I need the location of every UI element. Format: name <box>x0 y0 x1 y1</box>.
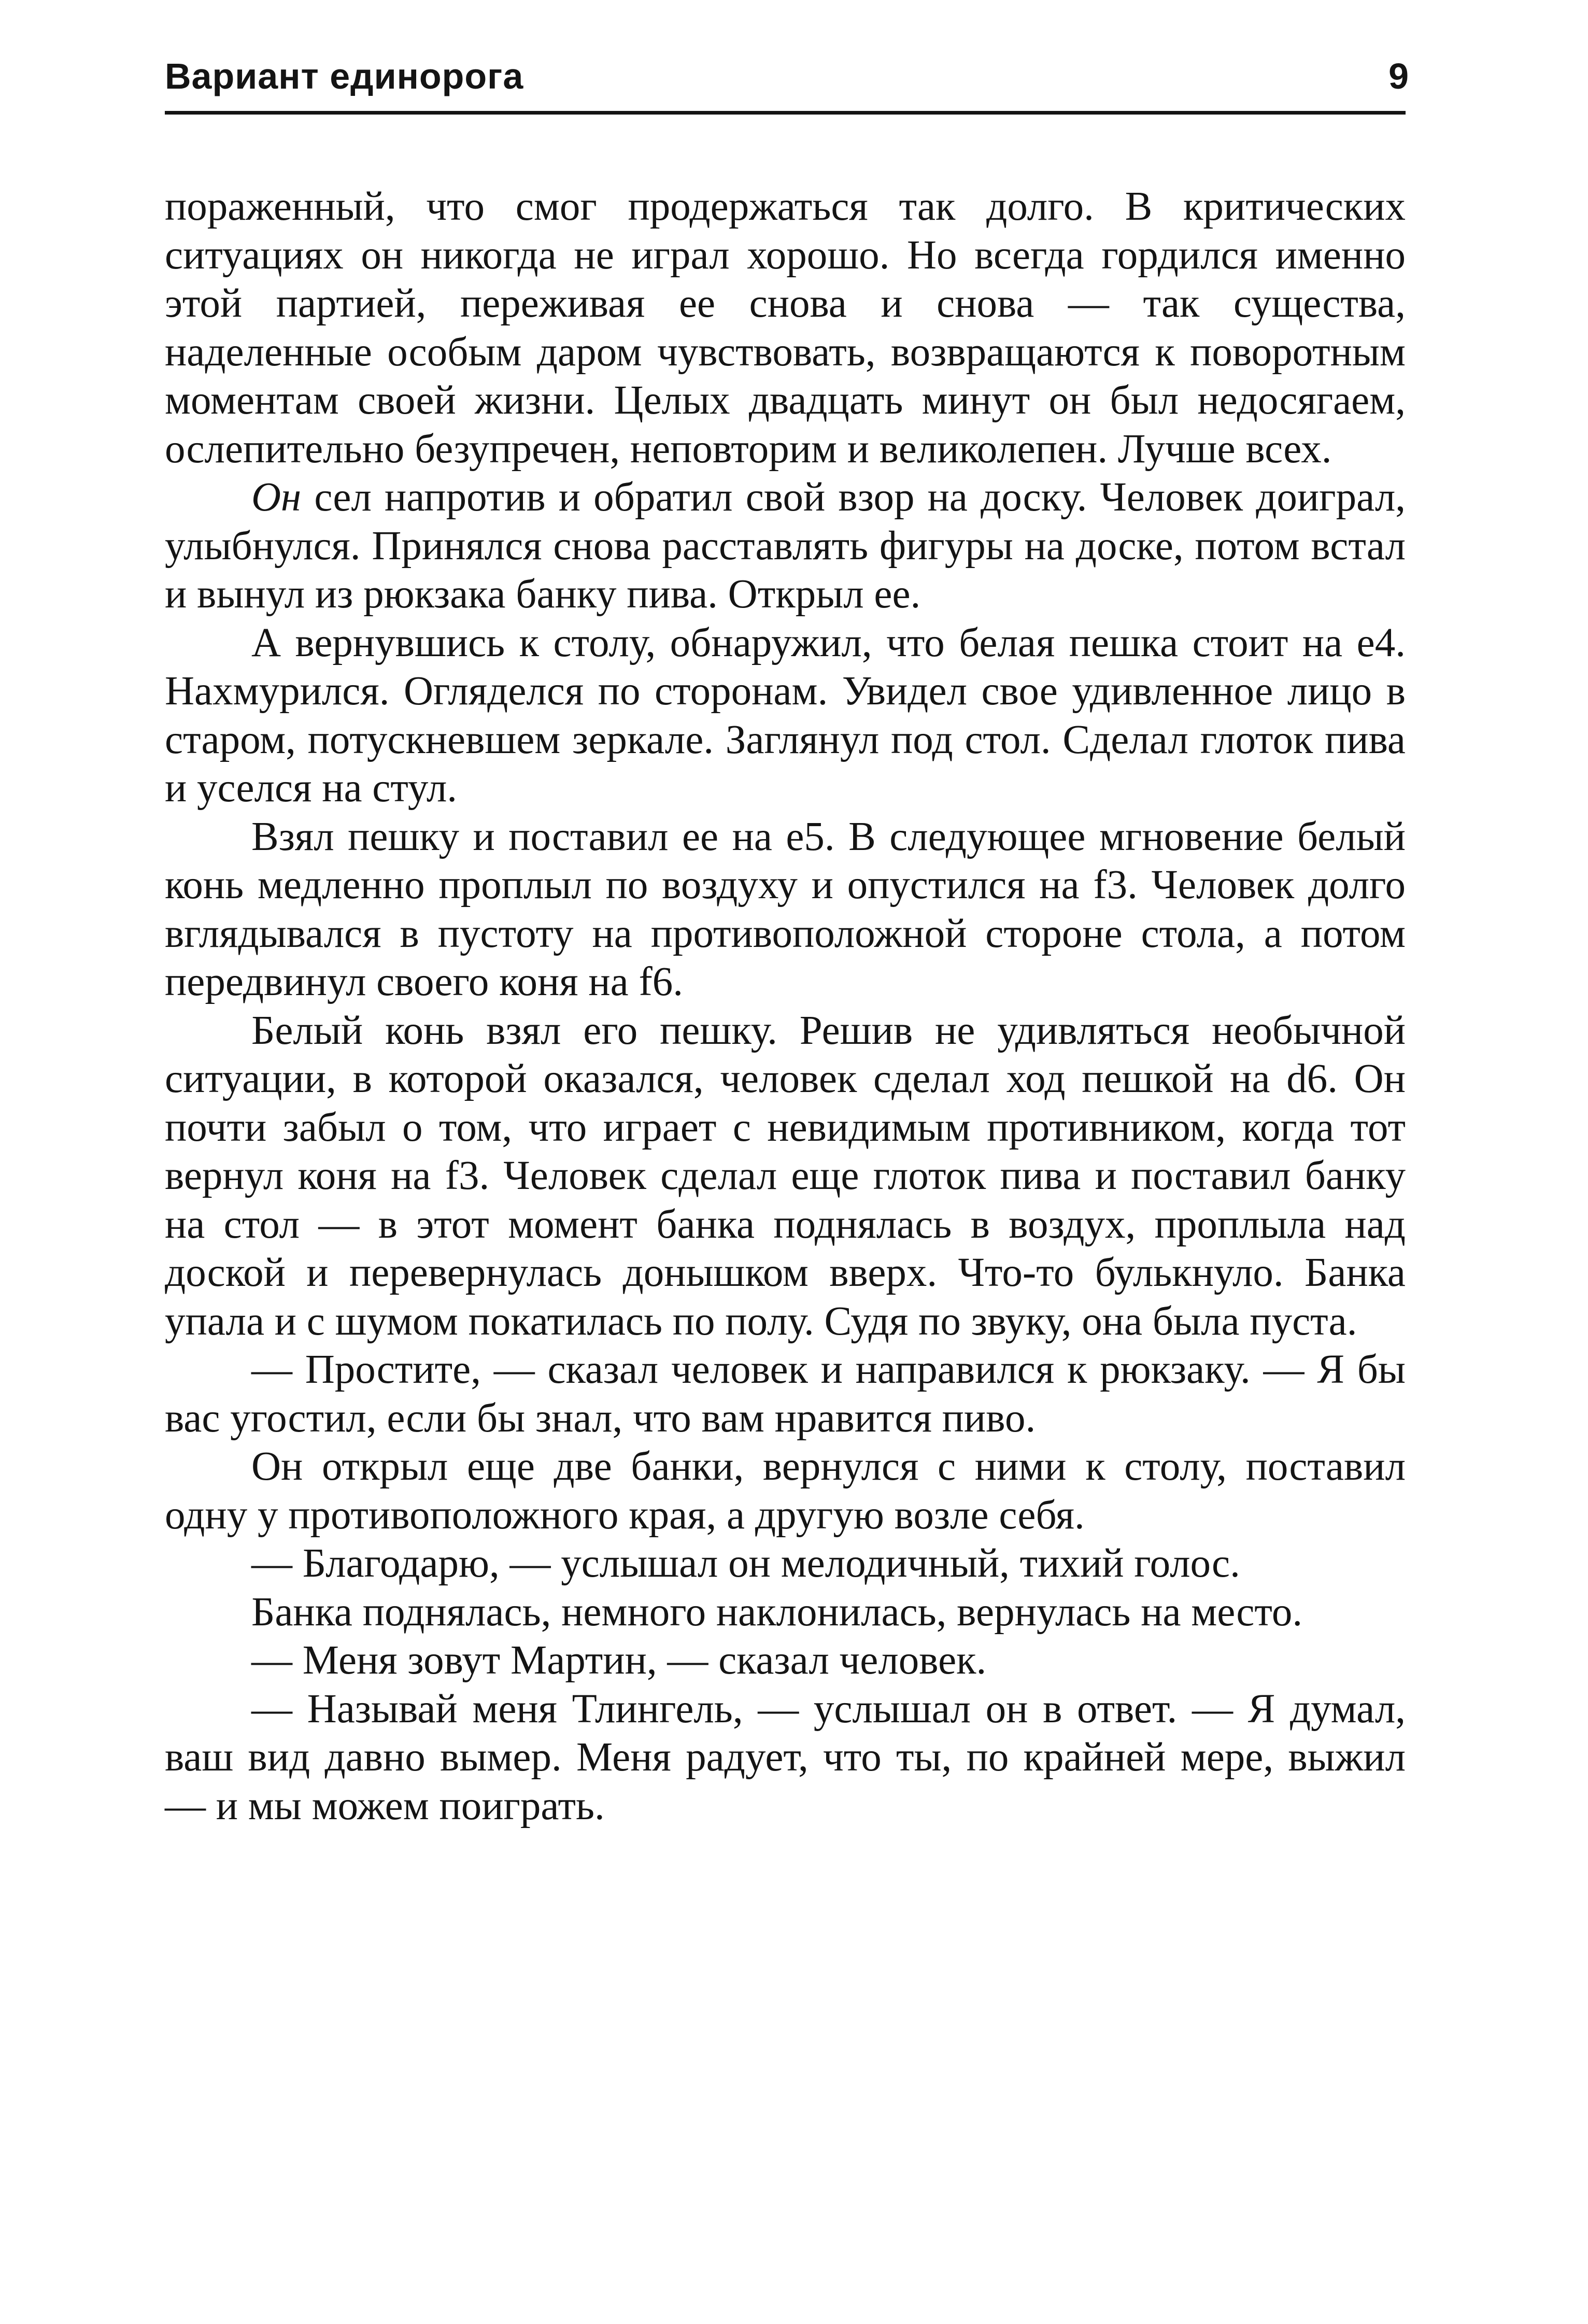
paragraph-text: — Простите, — сказал человек и направился к рюкзаку. — Я бы вас угостил, если бы знал, что вам нравится пиво. <box>165 1347 1406 1441</box>
paragraph-3 <box>165 619 1406 813</box>
page-number: 9 <box>1388 56 1409 96</box>
paragraph-1 <box>165 182 1406 473</box>
paragraph-text: Взял пешку и поставил ее на е5. В следующее мгновение белый конь медленно проплыл по воздуху и опустился на f3. Человек долго вглядывался в пустоту на противоположной стороне стола, а потом передвинул своего коня на f6. <box>165 814 1406 1004</box>
paragraph-text: А вернувшись к столу, обнаружил, что белая пешка стоит на e4. Нахмурился. Огляделся по сторонам. Увидел свое удивленное лицо в старом, потускневшем зеркале. Заглянул под стол. Сделал глоток пива и уселся на стул. <box>165 620 1406 811</box>
paragraph-text: сел напротив и обратил свой взор на доску. Человек доиграл, улыбнулся. Принялся снова расставлять фигуры на доске, потом встал и вынул из рюкзака банку пива. Открыл ее. <box>165 475 1406 617</box>
running-head <box>165 48 1409 110</box>
paragraph-text: — Благодарю, — услышал он мелодичный, тихий голос. <box>251 1541 1240 1586</box>
paragraph-text: — Меня зовут Мартин, — сказал человек. <box>251 1638 987 1683</box>
paragraph-11 <box>165 1685 1406 1831</box>
paragraph-text: Он открыл еще две банки, вернулся с ними к столу, поставил одну у противоположного края, а другую возле себя. <box>165 1444 1406 1538</box>
paragraph-text: Банка поднялась, немного наклонилась, вернулась на место. <box>251 1589 1303 1635</box>
paragraph-text: — Называй меня Тлингель, — услышал он в ответ. — Я думал, ваш вид давно вымер. Меня радует, что ты, по крайней мере, выжил — и мы можем поиграть. <box>165 1686 1406 1829</box>
paragraph-9 <box>165 1588 1406 1637</box>
paragraph-2 <box>165 473 1406 619</box>
header-rule <box>165 111 1406 115</box>
book-title: Вариант единорога <box>165 56 524 96</box>
paragraph-10 <box>165 1636 1406 1685</box>
paragraph-8 <box>165 1539 1406 1588</box>
paragraph-5 <box>165 1007 1406 1346</box>
body-text <box>165 182 1406 1830</box>
italic-lead-word: Он <box>251 475 302 520</box>
paragraph-text: пораженный, что смог продержаться так долго. В критических ситуациях он никогда не играл хорошо. Но всегда гордился именно этой партией, переживая ее снова и снова — так существа, наделенные особым даром чувствовать, возвращаются к поворотным моментам своей жизни. Целых двадцать минут он был недосягаем, ослепительно безупречен, неповторим и великолепен. Лучше всех. <box>165 184 1406 472</box>
paragraph-text: Белый конь взял его пешку. Решив не удивляться необычной ситуации, в которой оказался, человек сделал ход пешкой на d6. Он почти забыл о том, что играет с невидимым противником, когда тот вернул коня на f3. Человек сделал еще глоток пива и поставил банку на стол — в этот момент банка поднялась в воздух, проплыла над доской и перевернулась донышком вверх. Что-то булькнуло. Банка упала и с шумом покатилась по полу. Судя по звуку, она была пуста. <box>165 1008 1406 1344</box>
paragraph-6 <box>165 1345 1406 1442</box>
paragraph-4 <box>165 813 1406 1007</box>
paragraph-7 <box>165 1442 1406 1539</box>
